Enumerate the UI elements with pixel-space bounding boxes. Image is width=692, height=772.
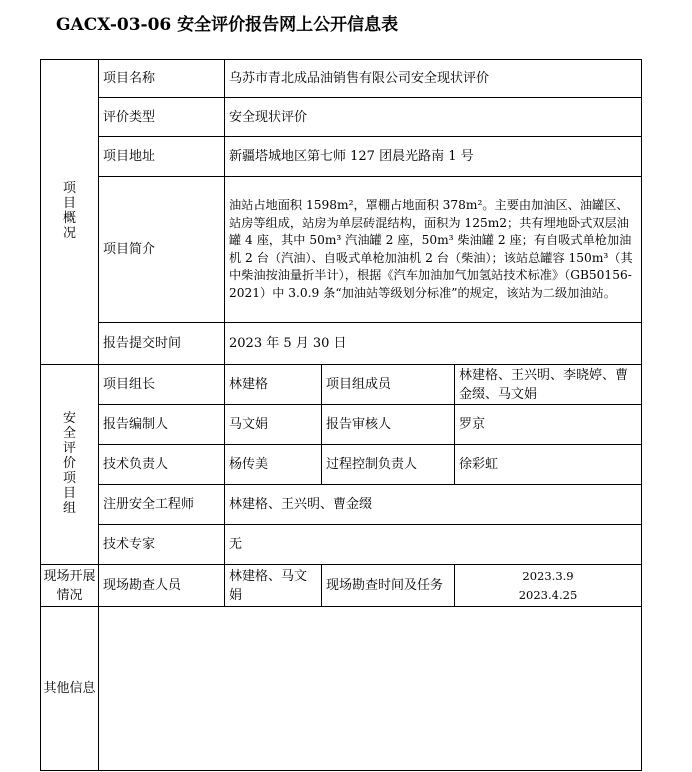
site-staff-value: 林建格、马文娟 <box>225 565 322 607</box>
document-title: GACX-03-06 安全评价报告网上公开信息表 <box>56 15 399 35</box>
members-label: 项目组成员 <box>322 365 455 405</box>
row-expert <box>41 525 642 565</box>
reviewer-label: 报告审核人 <box>322 405 455 445</box>
tech-label: 技术负责人 <box>99 445 225 485</box>
row-engineer <box>41 485 642 525</box>
site-time-2: 2023.4.25 <box>518 587 578 602</box>
eval-type-label: 评价类型 <box>99 98 225 137</box>
eval-type-value: 安全现状评价 <box>225 98 642 137</box>
engineer-value: 林建格、王兴明、曹金缀 <box>225 485 642 525</box>
row-other <box>41 607 642 771</box>
members-value: 林建格、王兴明、李晓婷、曹金缀、马文娟 <box>455 365 642 405</box>
row-leader <box>41 365 642 405</box>
overview-section-label: 项目概况 <box>41 60 99 365</box>
site-staff-label: 现场勘查人员 <box>99 565 225 607</box>
project-name-label: 项目名称 <box>99 60 225 98</box>
site-section-label: 现场开展情况 <box>41 565 99 607</box>
leader-value: 林建格 <box>225 365 322 405</box>
row-address <box>41 137 642 177</box>
tech-value: 杨传美 <box>225 445 322 485</box>
row-intro <box>41 177 642 323</box>
row-tech <box>41 445 642 485</box>
row-author <box>41 405 642 445</box>
row-submit-date <box>41 323 642 365</box>
other-value <box>99 607 642 771</box>
leader-label: 项目组长 <box>99 365 225 405</box>
process-value: 徐彩虹 <box>455 445 642 485</box>
address-value: 新疆塔城地区第七师 127 团晨光路南 1 号 <box>225 137 642 177</box>
other-section-label: 其他信息 <box>41 607 99 771</box>
intro-value: 油站占地面积 1598m²，罩棚占地面积 378m²。主要由加油区、油罐区、站房等组成，站房为单层砖混结构，面积为 125m2；共有埋地卧式双层油罐 4 座，其中 50m³ 汽油罐 2 座，50m³ 柴油罐 2 座；有自吸式单枪加油机 2 台（汽油）、自吸式单枪加油机 2 台（柴油）；该站总罐容 150m³（其中柴油按油量折半计），根据《汽车加油加气加氢站技术标准》（GB50156-2021）中 3.0.9 条“加油站等级划分标准”的规定，该站为二级加油站。 <box>225 177 642 323</box>
site-time-values <box>455 565 642 607</box>
info-table <box>40 59 642 771</box>
submit-date-label: 报告提交时间 <box>99 323 225 365</box>
author-label: 报告编制人 <box>99 405 225 445</box>
row-project-name <box>41 60 642 98</box>
process-label: 过程控制负责人 <box>322 445 455 485</box>
reviewer-value: 罗京 <box>455 405 642 445</box>
team-section-label: 安全评价项目组 <box>41 365 99 565</box>
project-name-value: 乌苏市青北成品油销售有限公司安全现状评价 <box>225 60 642 98</box>
expert-value: 无 <box>225 525 642 565</box>
address-label: 项目地址 <box>99 137 225 177</box>
expert-label: 技术专家 <box>99 525 225 565</box>
site-time-1: 2023.3.9 <box>522 568 574 583</box>
author-value: 马文娟 <box>225 405 322 445</box>
row-eval-type <box>41 98 642 137</box>
intro-label: 项目简介 <box>99 177 225 323</box>
row-site <box>41 565 642 607</box>
engineer-label: 注册安全工程师 <box>99 485 225 525</box>
submit-date-value: 2023 年 5 月 30 日 <box>225 323 642 365</box>
site-time-label: 现场勘查时间及任务 <box>322 565 455 607</box>
